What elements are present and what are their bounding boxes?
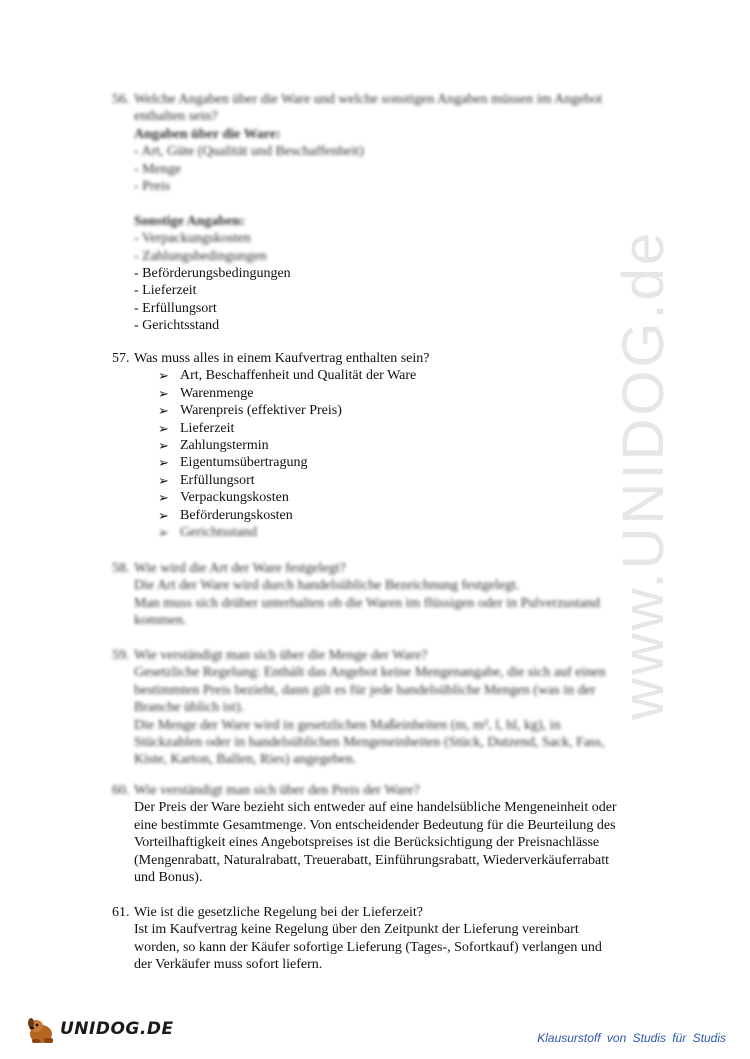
question-number: 57. [112, 351, 130, 366]
question-title-line: Welche Angaben über die Ware und welche sonstigen Angaben müssen im Angebot [134, 92, 603, 107]
question-title: Wie ist die gesetzliche Regelung bei der Lieferzeit? [134, 905, 424, 920]
question-61 [112, 904, 672, 974]
list-item: - Zahlungsbedingungen [134, 248, 267, 264]
question-56 [112, 91, 672, 335]
answer-line: Gesetzliche Regelung: Enthält das Angebot keine Mengenangabe, die sich auf einen [134, 665, 606, 681]
answer-line: Die Menge der Ware wird in gesetzlichen Maßeinheiten (m, m², l, hl, kg), in [134, 717, 561, 733]
question-title-line: enthalten sein? [134, 109, 218, 125]
arrow-bullet-icon: ➢ [158, 403, 169, 419]
list-item: - Art, Güte (Qualität und Beschaffenheit) [134, 144, 364, 160]
list-item: - Preis [134, 179, 171, 195]
answer-line: Ist im Kaufvertrag keine Regelung über den Zeitpunkt der Lieferung vereinbart [134, 922, 579, 938]
question-number: 59. [112, 648, 130, 663]
answer-line: Kiste, Karton, Ballen, Ries) angegeben. [134, 752, 357, 768]
answer-line: Vorteilhaftigkeit eines Angebotspreises ist die Berücksichtigung der Preisnachlässe [134, 835, 600, 851]
question-number: 56. [112, 92, 130, 107]
answer-line: und Bonus). [134, 870, 203, 886]
unidog-logo[interactable] [24, 1012, 174, 1048]
question-title: Wie verständigt man sich über die Menge der Ware? [134, 648, 428, 663]
answer-line: kommen. [134, 613, 187, 629]
list-item: ➢ Lieferzeit [158, 420, 235, 436]
arrow-bullet-icon: ➢ [158, 490, 169, 506]
list-item: ➢ Art, Beschaffenheit und Qualität der Ware [158, 368, 417, 384]
section-heading: Angaben über die Ware: [134, 126, 281, 142]
list-item: ➢ Erfüllungsort [158, 472, 255, 488]
question-59 [112, 647, 672, 769]
answer-line: Stückzahlen oder in handelsüblichen Mengeneinheiten (Stück, Dutzend, Sack, Fass, [134, 735, 605, 751]
arrow-list [158, 367, 672, 541]
arrow-bullet-icon: ➢ [158, 438, 169, 454]
answer-line: Der Preis der Ware bezieht sich entweder auf eine handelsübliche Mengeneinheit oder [134, 800, 617, 816]
arrow-bullet-icon: ➢ [158, 385, 169, 401]
arrow-bullet-icon: ➢ [158, 455, 169, 471]
answer-line: Branche üblich ist). [134, 700, 245, 716]
arrow-bullet-icon: ➢ [158, 507, 169, 523]
question-number: 58. [112, 561, 130, 576]
list-item: - Lieferzeit [134, 283, 197, 299]
dog-mascot-icon [24, 1014, 58, 1046]
list-item: - Menge [134, 161, 182, 177]
list-item: ➢ Gerichtsstand [158, 525, 257, 541]
list-item: ➢ Warenpreis (effektiver Preis) [158, 403, 342, 419]
logo-text: UNIDOG.DE [60, 1019, 174, 1040]
list-item: - Verpackungskosten [134, 231, 251, 247]
list-item: - Erfüllungsort [134, 300, 217, 316]
question-number: 60. [112, 783, 130, 798]
list-item: - Gerichtsstand [134, 318, 220, 334]
arrow-bullet-icon: ➢ [158, 368, 169, 384]
answer-line: worden, so kann der Käufer sofortige Lieferung (Tages-, Sofortkauf) verlangen und [134, 939, 602, 955]
answer-line: Die Art der Ware wird durch handelsübliche Bezeichnung festgelegt. [134, 578, 520, 594]
list-item: ➢ Warenmenge [158, 385, 254, 401]
answer-line: der Verkäufer muss sofort liefern. [134, 957, 323, 973]
arrow-bullet-icon: ➢ [158, 472, 169, 488]
answer-line: Man muss sich drüber unterhalten ob die Waren im flüssigen oder in Pulverzustand [134, 595, 600, 611]
question-number: 61. [112, 905, 130, 920]
answer-line: bestimmten Preis bezieht, dann gilt es für jede handelsübliche Mengen (was in der [134, 682, 596, 698]
question-60 [112, 782, 672, 886]
list-item: ➢ Zahlungstermin [158, 438, 269, 454]
question-title: Wie wird die Art der Ware festgelegt? [134, 561, 346, 576]
footer-tagline: Klausurstoff von Studis für Studis [537, 1031, 726, 1045]
list-item: ➢ Eigentumsübertragung [158, 455, 308, 471]
arrow-bullet-icon: ➢ [158, 525, 169, 541]
watermark: www.UNIDOG.de [611, 229, 676, 720]
question-58 [112, 560, 672, 630]
question-title: Wie verständigt man sich über den Preis der Ware? [134, 783, 420, 798]
answer-line: (Mengenrabatt, Naturalrabatt, Treuerabatt, Einführungsrabatt, Wiederverkäuferrabatt [134, 852, 609, 868]
section-heading: Sonstige Angaben: [134, 213, 245, 229]
question-title: Was muss alles in einem Kaufvertrag enthalten sein? [134, 351, 430, 366]
answer-line: eine bestimmte Gesamtmenge. Von entscheidender Bedeutung für die Beurteilung des [134, 817, 616, 833]
list-item: - Beförderungsbedingungen [134, 266, 291, 282]
list-item: ➢ Beförderungskosten [158, 507, 293, 523]
question-57 [112, 350, 672, 541]
list-item: ➢ Verpackungskosten [158, 490, 289, 506]
arrow-bullet-icon: ➢ [158, 420, 169, 436]
